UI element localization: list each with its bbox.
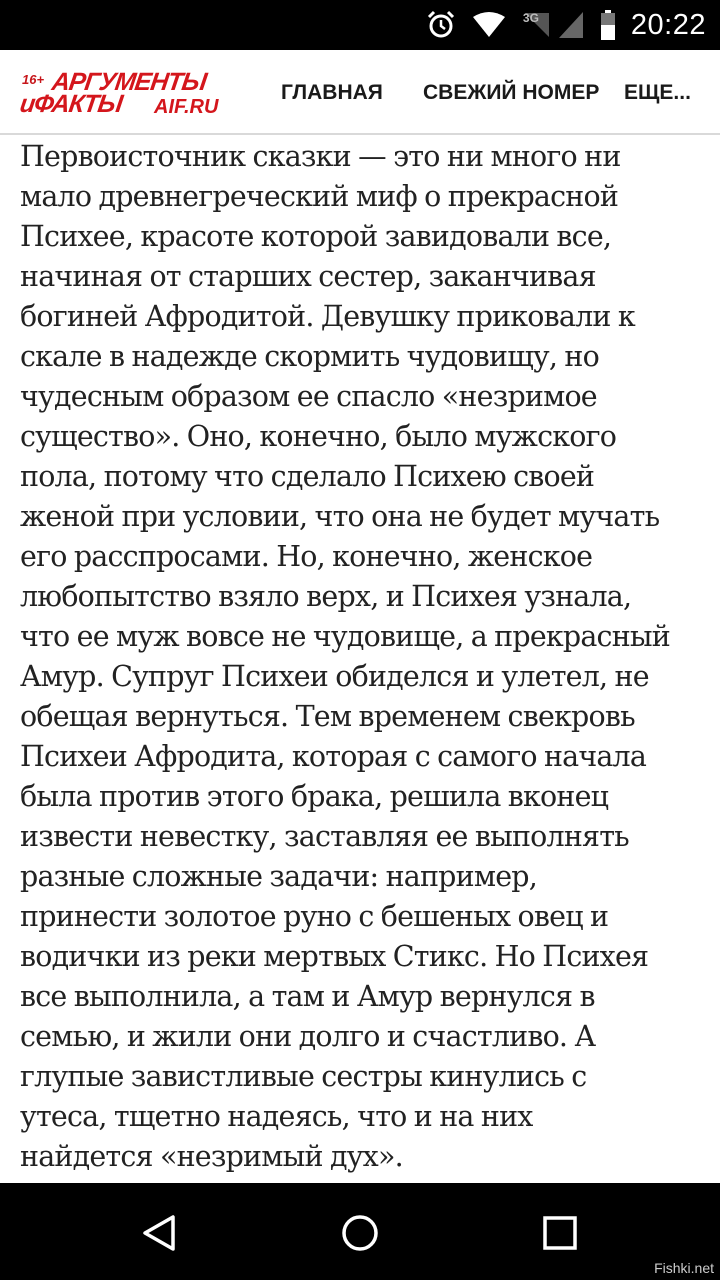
- article-line: пола, потому что сделало Психею своей: [20, 460, 595, 493]
- article-line: женой при условии, что она не будет мучать: [20, 500, 660, 533]
- article-line: разные сложные задачи: например,: [20, 860, 537, 893]
- status-icons: [411, 0, 706, 50]
- logo-age-rating: 16+: [22, 72, 45, 87]
- article-line: что ее муж вовсе не чудовище, а прекрасный: [20, 620, 670, 653]
- nav-latest-issue-wrap: [423, 50, 599, 135]
- nav-more-wrap: [624, 50, 691, 135]
- article-line: начиная от старших сестер, заканчивая: [20, 260, 596, 293]
- article-line: водички из реки мертвых Стикс. Но Психея: [20, 940, 649, 973]
- status-time: 20:22: [630, 8, 706, 41]
- article-line: глупые завистливые сестры кинулись с: [20, 1060, 587, 1093]
- article-body: [20, 137, 710, 1183]
- article-line: Первоисточник сказки — это ни много ни: [20, 140, 621, 173]
- article-line: любопытство взяло верх, и Психея узнала,: [20, 580, 632, 613]
- article-line: богиней Афродитой. Девушку приковали к: [20, 300, 635, 333]
- aif-logo[interactable]: [18, 70, 228, 122]
- alarm-clock-icon: [425, 9, 457, 41]
- article-line: была против этого брака, решила вконец: [20, 780, 609, 813]
- article-line: найдется «незримый дух».: [20, 1140, 403, 1173]
- home-icon[interactable]: [340, 1213, 380, 1253]
- nav-home-link[interactable]: ГЛАВНАЯ: [281, 80, 383, 104]
- article-line: чудесным образом ее спасло «незримое: [20, 380, 597, 413]
- cellular-signal-icon: [557, 10, 585, 40]
- article-line: принести золотое руно с бешеных овец и: [20, 900, 609, 933]
- article-line: мало древнегреческий миф о прекрасной: [20, 180, 619, 213]
- article-line: семью, и жили они долго и счастливо. А: [20, 1020, 596, 1053]
- logo-line1: АРГУМЕНТЫ: [50, 68, 208, 96]
- article-line: все выполнила, а там и Амур вернулся в: [20, 980, 595, 1013]
- logo-line2: иФАКТЫ: [18, 90, 124, 118]
- article-line: существо». Оно, конечно, было мужского: [20, 420, 617, 453]
- article-line: Психее, красоте которой завидовали все,: [20, 220, 612, 253]
- article-line: скале в надежде скормить чудовищу, но: [20, 340, 599, 373]
- nav-latest-issue-link[interactable]: СВЕЖИЙ НОМЕР: [423, 80, 600, 104]
- wifi-icon: [471, 11, 507, 39]
- battery-icon: [599, 9, 617, 41]
- article-line: Психеи Афродита, которая с самого начала: [20, 740, 647, 773]
- article-line: его расспросами. Но, конечно, женское: [20, 540, 593, 573]
- recents-icon[interactable]: [540, 1213, 580, 1253]
- watermark: Fishki.net: [654, 1260, 714, 1276]
- article-line: извести невестку, заставляя ее выполнять: [20, 820, 629, 853]
- network-type-icon: [521, 11, 553, 39]
- system-nav-bar: [0, 1183, 720, 1280]
- nav-home-wrap: [281, 50, 383, 135]
- article-line: Амур. Супруг Психеи обиделся и улетел, не: [20, 660, 649, 693]
- site-header: [0, 50, 720, 135]
- article-line: обещая вернуться. Тем временем свекровь: [20, 700, 635, 733]
- logo-domain: AIF.RU: [154, 96, 219, 118]
- status-bar: [0, 0, 720, 50]
- back-icon[interactable]: [140, 1213, 180, 1253]
- article-line: утеса, тщетно надеясь, что и на них: [20, 1100, 533, 1133]
- article-paragraph: [20, 137, 710, 1177]
- network-type-label: 3G: [522, 11, 539, 25]
- nav-more-link[interactable]: ЕЩЕ...: [624, 80, 691, 104]
